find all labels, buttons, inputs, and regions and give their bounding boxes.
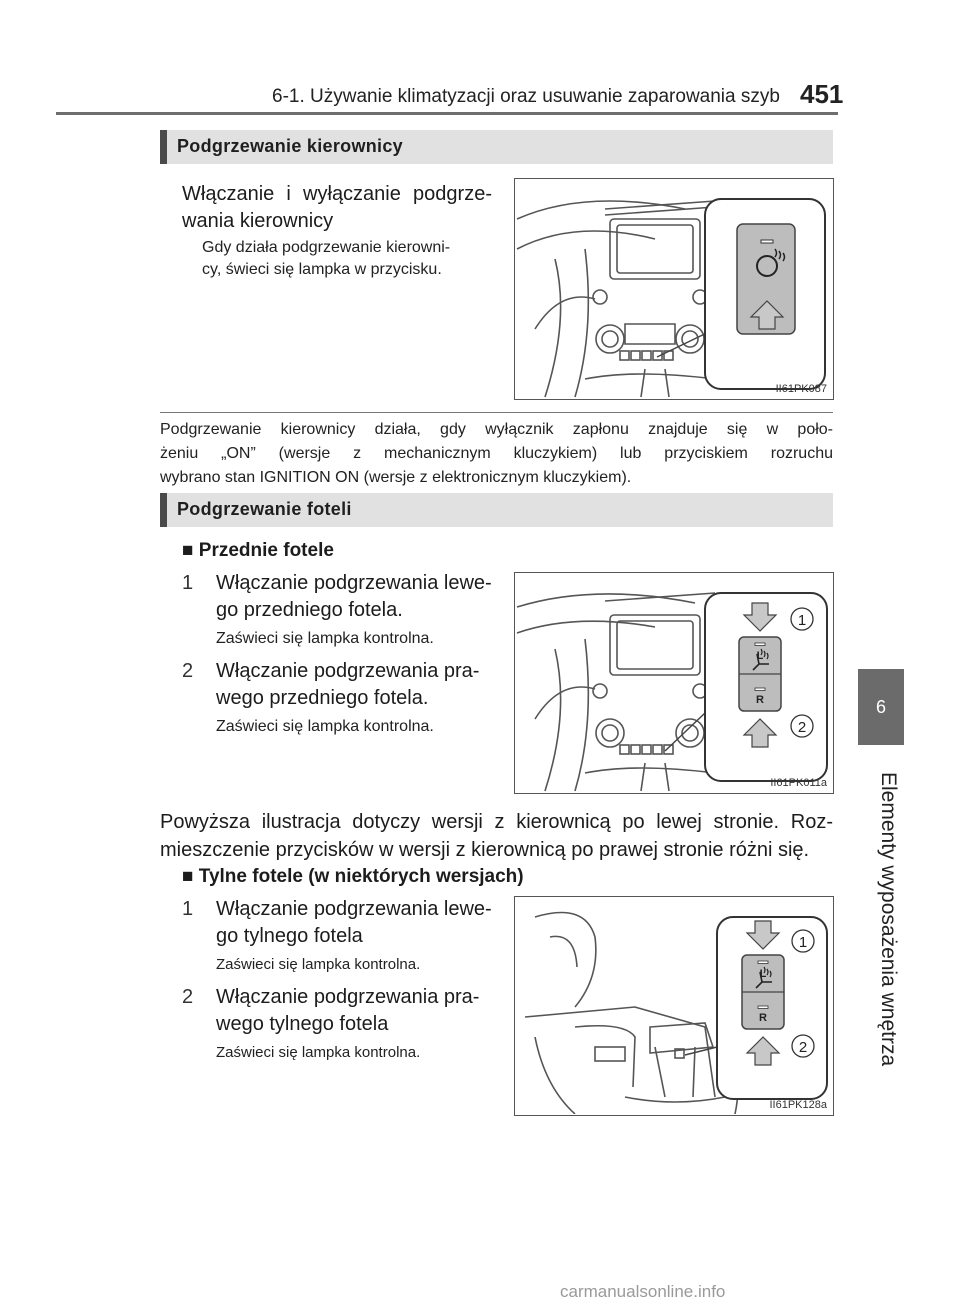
front-step-2-note: Zaświeci się lampka kontrolna.	[216, 718, 434, 735]
front-step-1-text: Włączanie podgrzewania lewe- go przedniego fotela.	[216, 572, 492, 621]
callout-2: 2	[797, 719, 807, 736]
rear-step-1-note: Zaświeci się lampka kontrolna.	[216, 956, 421, 973]
right-seat-label: R	[756, 694, 764, 706]
section-heading-seat-heaters: Podgrzewanie foteli	[160, 493, 833, 527]
front-step-2-number: 2	[182, 660, 194, 682]
right-seat-label: R	[759, 1012, 767, 1024]
figure-front-seat-heaters	[514, 572, 834, 794]
callout-1: 1	[798, 934, 808, 951]
header-rule	[56, 112, 838, 115]
figure-steering-heater	[514, 178, 834, 400]
front-step-1-note: Zaświeci się lampka kontrolna.	[216, 630, 434, 647]
figure-code: II61PK011a	[770, 777, 827, 789]
callout-1: 1	[797, 612, 807, 629]
dashboard-illustration	[515, 179, 832, 398]
rear-step-2-note: Zaświeci się lampka kontrolna.	[216, 1044, 421, 1061]
front-dashboard-illustration	[515, 573, 832, 792]
steering-heater-action: Włączanie i wyłączanie podgrze- wania kierownicy	[182, 183, 492, 232]
figure-code: II61PK128a	[769, 1099, 827, 1111]
chapter-tab-number: 6	[858, 669, 904, 745]
left-seat-label: L	[759, 968, 767, 980]
rear-step-2-number: 2	[182, 986, 194, 1008]
steering-heater-paragraph: Podgrzewanie kierownicy działa, gdy wyłącznik zapłonu znajduje się w poło- żeniu „ON” (wersje z mechanicznym kluczykiem) lub przyciskiem rozruchu wybrano stan IGNITION ON (wersje z elektronicznym kluczykiem).	[160, 421, 833, 486]
front-seats-subhead: ■ Przednie fotele	[182, 540, 334, 561]
section-heading-steering-heater: Podgrzewanie kierownicy	[160, 130, 833, 164]
steering-heater-note: Gdy działa podgrzewanie kierowni- cy, świeci się lampka w przycisku.	[202, 239, 451, 278]
front-step-2-text: Włączanie podgrzewania pra- wego przedniego fotela.	[216, 660, 480, 709]
section-divider	[160, 412, 833, 413]
rear-seat-illustration	[515, 897, 832, 1114]
chapter-tab-title: Elementy wyposażenia wnętrza	[877, 772, 900, 1067]
figure-rear-seat-heaters	[514, 896, 834, 1116]
rear-step-1-text: Włączanie podgrzewania lewe- go tylnego fotela	[216, 898, 492, 947]
watermark: carmanualsonline.info	[560, 1282, 726, 1301]
running-title: 6-1. Używanie klimatyzacji oraz usuwanie zaparowania szyb	[272, 86, 780, 107]
left-seat-label: L	[756, 650, 764, 662]
rear-seats-subhead: ■ Tylne fotele (w niektórych wersjach)	[182, 866, 524, 887]
figure-code: II61PK087	[775, 383, 827, 395]
rear-step-2-text: Włączanie podgrzewania pra- wego tylnego fotela	[216, 986, 480, 1035]
front-step-1-number: 1	[182, 572, 194, 594]
rear-step-1-number: 1	[182, 898, 194, 920]
page-number: 451	[800, 79, 844, 109]
callout-2: 2	[798, 1039, 808, 1056]
layout-note-paragraph: Powyższa ilustracja dotyczy wersji z kierownicą po lewej stronie. Roz- mieszczenie przycisków w wersji z kierownicą po prawej stronie różni się.	[160, 811, 833, 861]
